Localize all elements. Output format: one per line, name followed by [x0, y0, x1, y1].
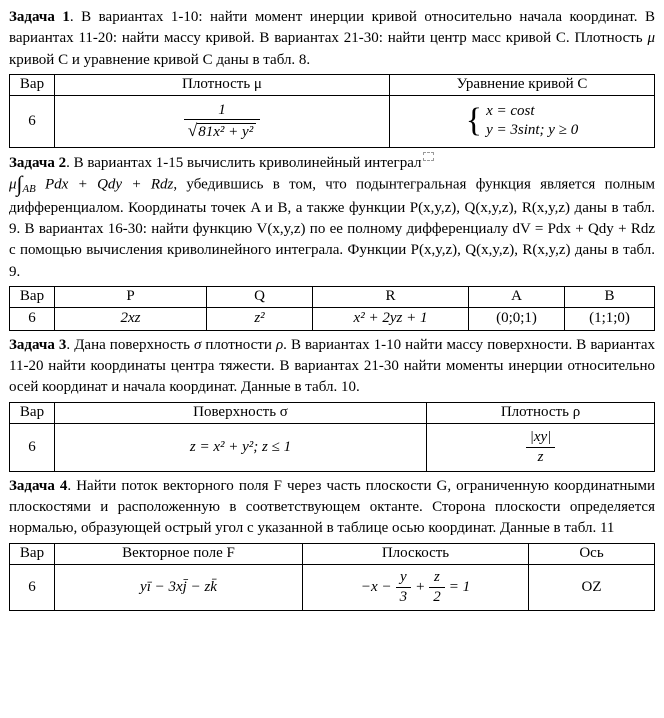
curve-line-1: x = cost: [486, 102, 535, 119]
variant-cell: 6: [10, 423, 55, 471]
text-run: . Найти поток векторного поля F через часть плоскости G, ограниченную координатными плоскостями и расположенную в соответствующем октанте. Сторона плоскости определяется нормалью, образующей острый угол с указанной в таблице осью координат. Данные в табл. 11: [9, 477, 655, 537]
table-8-data-row: [10, 95, 655, 147]
curve-equation-system: [466, 102, 578, 141]
table-11-data-row: [10, 564, 655, 610]
q-cell: z²: [207, 307, 313, 330]
task2-paragraph: [9, 152, 655, 283]
task1-paragraph: [9, 7, 655, 71]
density-fraction: [526, 428, 556, 467]
vector-field-cell: yī − 3xj̄ − zk̄: [55, 564, 303, 610]
text-run: μ: [647, 30, 655, 47]
task4-paragraph: [9, 476, 655, 540]
point-b-cell: (1;1;0): [565, 307, 655, 330]
fraction-denominator: 3: [399, 588, 408, 605]
table-11-header-field: Векторное поле F: [55, 543, 303, 564]
table-9-header-a: A: [469, 286, 565, 307]
table-8-header-var: Вар: [10, 74, 55, 95]
curve-line-2: y = 3sint; y ≥ 0: [486, 122, 579, 139]
text-run: плотности: [201, 336, 276, 353]
fraction-numerator: 1: [184, 101, 260, 121]
text-run: AB: [22, 183, 36, 196]
table-10-header-density: Плотность ρ: [427, 402, 655, 423]
task-title: Задача 4: [9, 477, 68, 494]
task-title: Задача 2: [9, 154, 67, 171]
table-8: [9, 74, 655, 148]
variant-cell: 6: [10, 307, 55, 330]
system-brace: {: [465, 102, 483, 140]
fraction-numerator: y: [396, 568, 412, 588]
density-cell: [427, 423, 655, 471]
plane-operator: +: [415, 578, 426, 595]
curve-cell: [390, 95, 655, 147]
table-11-header-plane: Плоскость: [303, 543, 529, 564]
density-cell: [55, 95, 390, 147]
fraction-denominator: [184, 120, 260, 142]
task-title: Задача 1: [9, 9, 70, 25]
task-title: Задача 3: [9, 336, 67, 353]
text-run: Pdx + Qdy + Rdz: [35, 176, 174, 193]
text-run: σ: [193, 336, 202, 353]
task3-paragraph: [9, 335, 655, 399]
plane-cell: [303, 564, 529, 610]
plane-fraction-1: [396, 568, 412, 607]
table-9-header-r: R: [313, 286, 469, 307]
table-8-header-row: [10, 74, 655, 95]
plane-equation: [361, 568, 470, 607]
table-8-header-curve: Уравнение кривой С: [390, 74, 655, 95]
axis-cell: OZ: [529, 564, 655, 610]
table-10: [9, 402, 655, 472]
table-11-header-axis: Ось: [529, 543, 655, 564]
plane-term-1: −x −: [360, 578, 392, 595]
text-run: . В вариантах 1-15 вычислить криволинейный интеграл: [66, 154, 422, 171]
text-run: . В вариантах 1-10: найти момент инерции кривой относительно начала координат. В вариантах 11-20: найти массу кривой. В вариантах 21-30: найти центр масс кривой С. Плотность: [9, 9, 655, 47]
text-run: , убедившись в том, что подынтегральная функция является полным дифференциалом. Координаты точек A и B, а также функции P(x,y,z), Q(x,y,z), R(x,y,z) даны в табл. 9. В вариантах 16-30: найти функцию V(x,y,z) по ее полному дифференциалу dV = Pdx + Qdy + Rdz с помощью вычисления криволинейного интеграла. Функции P(x,y,z), Q(x,y,z), R(x,y,z) даны в табл. 9.: [9, 176, 656, 280]
plane-equals: = 1: [448, 578, 471, 595]
table-10-data-row: [10, 423, 655, 471]
table-10-header-row: [10, 402, 655, 423]
table-9: [9, 286, 655, 331]
density-fraction: [184, 101, 260, 143]
table-10-header-surface: Поверхность σ: [55, 402, 427, 423]
table-9-header-b: B: [565, 286, 655, 307]
sqrt-radicand: 81x² + y²: [197, 123, 256, 140]
variant-cell: 6: [10, 95, 55, 147]
table-9-header-q: Q: [207, 286, 313, 307]
table-11: [9, 543, 655, 611]
table-9-header-p: P: [55, 286, 207, 307]
table-9-data-row: [10, 307, 655, 330]
p-cell: 2xz: [55, 307, 207, 330]
variant-cell: 6: [10, 564, 55, 610]
fraction-numerator: z: [429, 568, 445, 588]
table-9-header-row: [10, 286, 655, 307]
table-11-header-var: Вар: [10, 543, 55, 564]
text-run: μ: [9, 176, 17, 193]
point-a-cell: (0;0;1): [469, 307, 565, 330]
text-run: ∫: [16, 172, 23, 197]
table-11-header-row: [10, 543, 655, 564]
table-9-header-var: Вар: [10, 286, 55, 307]
missing-glyph-box: [423, 152, 434, 161]
text-run: ρ: [275, 336, 284, 353]
sqrt-sign: √: [187, 121, 198, 141]
plane-fraction-2: [429, 568, 445, 607]
fraction-numerator: |xy|: [526, 428, 556, 448]
table-10-header-var: Вар: [10, 402, 55, 423]
surface-cell: z = x² + y²; z ≤ 1: [55, 423, 427, 471]
fraction-denominator: 2: [433, 588, 441, 605]
text-run: кривой С и уравнение кривой С даны в табл. 8.: [9, 51, 311, 68]
r-cell: x² + 2yz + 1: [313, 307, 469, 330]
table-8-header-density: Плотность μ: [55, 74, 390, 95]
text-run: . В вариантах 1-10 найти массу поверхности. В вариантах 11-20 найти координаты центра тяжести. В вариантах 21-30 найти моменты инерции относительно осей координат и начала координат. Данные в табл. 10.: [9, 336, 655, 396]
text-run: . Дана поверхность: [66, 336, 194, 353]
fraction-denominator: z: [537, 448, 544, 465]
